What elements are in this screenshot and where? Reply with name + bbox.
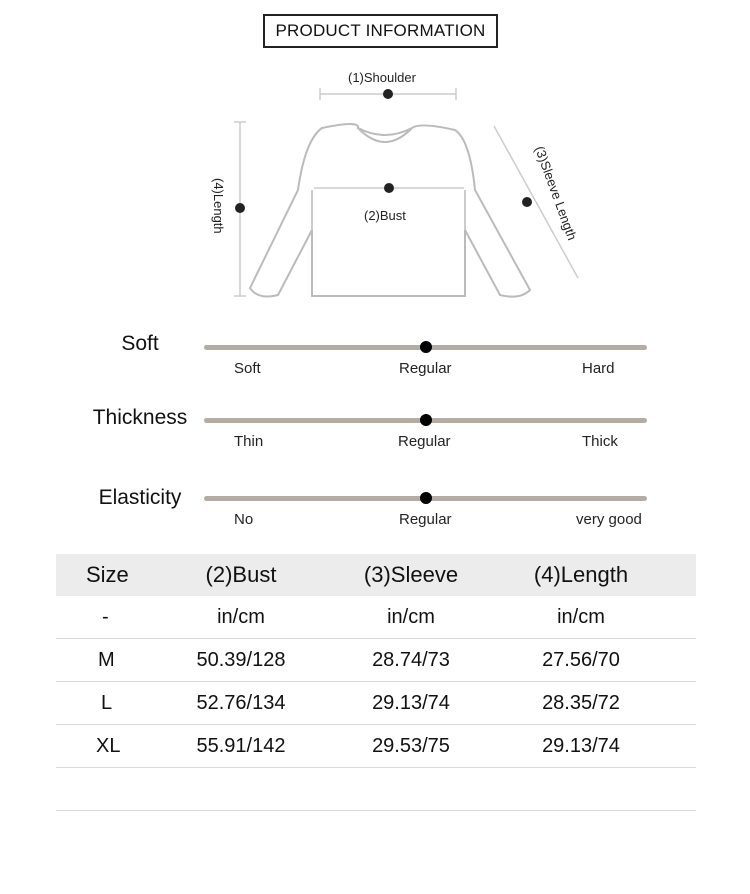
thickness-level-knob <box>420 414 432 426</box>
thickness-option-low: Thin <box>234 433 264 450</box>
elasticity-option-high: very good <box>576 511 642 528</box>
cell-bust: 55.91/142 <box>196 734 286 757</box>
soft-level-knob <box>420 341 432 353</box>
cell-bust: in/cm <box>217 605 265 628</box>
cell-length: 27.56/70 <box>542 648 620 671</box>
bust-label: (2)Bust <box>364 208 406 223</box>
elasticity-option-low: No <box>234 511 254 528</box>
attribute-name: Soft <box>121 332 159 355</box>
cell-size: - <box>102 605 109 628</box>
elasticity-option-mid: Regular <box>399 511 452 528</box>
cell-bust: 50.39/128 <box>196 648 286 671</box>
product-information-title <box>263 14 498 48</box>
length-label: (4)Length <box>211 178 226 234</box>
cell-sleeve: 29.53/75 <box>372 734 450 757</box>
table-row <box>56 596 696 639</box>
attribute-elasticity <box>0 486 750 546</box>
thickness-option-mid: Regular <box>398 433 451 450</box>
cell-bust: 52.76/134 <box>196 691 286 714</box>
cell-length: 28.35/72 <box>542 691 620 714</box>
cell-sleeve: 29.13/74 <box>372 691 450 714</box>
size-table-header <box>56 554 696 596</box>
soft-option-low: Soft <box>234 360 261 377</box>
table-row <box>56 725 696 768</box>
thickness-option-high: Thick <box>582 433 618 450</box>
size-table <box>56 554 696 811</box>
shoulder-label: (1)Shoulder <box>348 70 416 85</box>
header-bust: (2)Bust <box>205 562 277 587</box>
attribute-thickness <box>0 406 750 466</box>
attribute-name: Thickness <box>92 406 188 429</box>
sleeve-length-label: (3)Sleeve Length <box>531 144 580 243</box>
cell-sleeve: 28.74/73 <box>372 648 450 671</box>
cell-size: M <box>98 648 115 671</box>
title-text: PRODUCT INFORMATION <box>275 21 486 40</box>
header-length: (4)Length <box>533 562 629 587</box>
table-row <box>56 768 696 811</box>
shirt-outline-icon <box>0 60 750 310</box>
attribute-soft <box>0 332 750 392</box>
elasticity-level-knob <box>420 492 432 504</box>
soft-option-high: Hard <box>582 360 615 377</box>
cell-length: 29.13/74 <box>542 734 620 757</box>
attribute-name: Elasticity <box>98 486 182 509</box>
table-row <box>56 639 696 682</box>
header-size: Size <box>86 562 129 587</box>
table-row <box>56 682 696 725</box>
cell-size: XL <box>96 734 121 757</box>
cell-sleeve: in/cm <box>387 605 435 628</box>
shirt-measurement-diagram <box>0 60 750 310</box>
cell-size: L <box>101 691 113 714</box>
cell-length: in/cm <box>557 605 605 628</box>
soft-option-mid: Regular <box>399 360 452 377</box>
header-sleeve: (3)Sleeve <box>363 562 459 587</box>
